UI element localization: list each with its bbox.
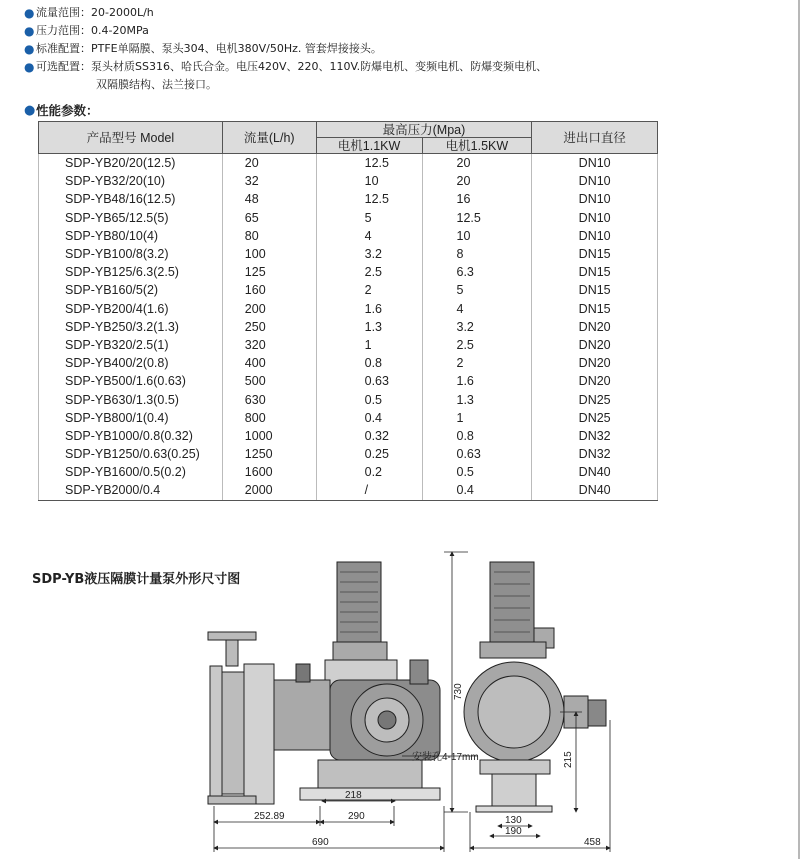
feature-bullet-list bbox=[24, 4, 547, 94]
cell-flow: 65 bbox=[222, 209, 316, 227]
cell-flow: 200 bbox=[222, 300, 316, 318]
cell-flow: 125 bbox=[222, 263, 316, 281]
bullet-dot-icon: ● bbox=[24, 102, 36, 118]
cell-port: DN32 bbox=[532, 427, 658, 445]
table-row bbox=[39, 190, 658, 208]
bullet-dot-icon: ● bbox=[24, 42, 35, 56]
cell-model: SDP-YB100/8(3.2) bbox=[39, 245, 223, 263]
cell-flow: 48 bbox=[222, 190, 316, 208]
cell-model: SDP-YB1600/0.5(0.2) bbox=[39, 463, 223, 481]
header-motor-1-5kw: 电机1.5KW bbox=[422, 138, 532, 154]
cell-pressure-1-5kw: 3.2 bbox=[422, 318, 532, 336]
cell-pressure-1-1kw: 3.2 bbox=[316, 245, 422, 263]
cell-flow: 100 bbox=[222, 245, 316, 263]
cell-pressure-1-5kw: 1 bbox=[422, 409, 532, 427]
dim-730: 730 bbox=[453, 683, 464, 700]
pump-front-view bbox=[208, 562, 440, 804]
performance-heading-text: 性能参数： bbox=[36, 103, 99, 118]
table-row bbox=[39, 300, 658, 318]
table-body bbox=[39, 154, 658, 501]
cell-port: DN15 bbox=[532, 300, 658, 318]
cell-pressure-1-5kw: 8 bbox=[422, 245, 532, 263]
cell-flow: 2000 bbox=[222, 481, 316, 500]
table-row bbox=[39, 263, 658, 281]
dim-215: 215 bbox=[563, 751, 574, 768]
cell-pressure-1-5kw: 10 bbox=[422, 227, 532, 245]
table-row bbox=[39, 209, 658, 227]
cell-pressure-1-1kw: 12.5 bbox=[316, 154, 422, 173]
cell-pressure-1-1kw: 0.2 bbox=[316, 463, 422, 481]
bullet-key: 流量范围： bbox=[36, 6, 91, 19]
cell-port: DN15 bbox=[532, 263, 658, 281]
cell-flow: 1000 bbox=[222, 427, 316, 445]
bullet-flow-range bbox=[24, 4, 547, 22]
cell-model: SDP-YB160/5(2) bbox=[39, 281, 223, 299]
bullet-value: 20-2000L/h bbox=[91, 6, 154, 19]
cell-pressure-1-1kw: 0.4 bbox=[316, 409, 422, 427]
header-flow: 流量(L/h) bbox=[222, 122, 316, 154]
table-row bbox=[39, 481, 658, 500]
cell-model: SDP-YB630/1.3(0.5) bbox=[39, 390, 223, 408]
table-row bbox=[39, 409, 658, 427]
cell-pressure-1-5kw: 2 bbox=[422, 354, 532, 372]
cell-model: SDP-YB65/12.5(5) bbox=[39, 209, 223, 227]
cell-pressure-1-1kw: 1.3 bbox=[316, 318, 422, 336]
cell-pressure-1-5kw: 4 bbox=[422, 300, 532, 318]
table-row bbox=[39, 227, 658, 245]
cell-pressure-1-1kw: 12.5 bbox=[316, 190, 422, 208]
cell-pressure-1-1kw: 4 bbox=[316, 227, 422, 245]
bullet-pressure-range bbox=[24, 22, 547, 40]
cell-flow: 20 bbox=[222, 154, 316, 173]
cell-pressure-1-5kw: 16 bbox=[422, 190, 532, 208]
cell-model: SDP-YB200/4(1.6) bbox=[39, 300, 223, 318]
cell-flow: 250 bbox=[222, 318, 316, 336]
cell-model: SDP-YB48/16(12.5) bbox=[39, 190, 223, 208]
cell-port: DN10 bbox=[532, 209, 658, 227]
table-row bbox=[39, 463, 658, 481]
table-row bbox=[39, 172, 658, 190]
dimension-drawing bbox=[0, 540, 800, 859]
cell-pressure-1-5kw: 1.6 bbox=[422, 372, 532, 390]
bullet-value: PTFE单隔膜、泵头304、电机380V/50Hz. 管套焊接接头。 bbox=[91, 42, 382, 55]
cell-port: DN20 bbox=[532, 372, 658, 390]
cell-pressure-1-1kw: 0.8 bbox=[316, 354, 422, 372]
dim-252-89: 252.89 bbox=[254, 811, 285, 822]
dim-690: 690 bbox=[312, 837, 329, 848]
performance-table bbox=[38, 121, 658, 501]
table-row bbox=[39, 245, 658, 263]
cell-flow: 32 bbox=[222, 172, 316, 190]
cell-port: DN15 bbox=[532, 245, 658, 263]
table-row bbox=[39, 427, 658, 445]
table-row bbox=[39, 336, 658, 354]
cell-flow: 500 bbox=[222, 372, 316, 390]
cell-flow: 1600 bbox=[222, 463, 316, 481]
cell-pressure-1-5kw: 20 bbox=[422, 172, 532, 190]
cell-pressure-1-1kw: 2 bbox=[316, 281, 422, 299]
pump-side-view bbox=[464, 562, 606, 812]
bullet-value: 泵头材质SS316、哈氏合金。电压420V、220、110V.防爆电机、变频电机、防爆变频电机、 bbox=[91, 60, 548, 73]
cell-model: SDP-YB80/10(4) bbox=[39, 227, 223, 245]
table-row bbox=[39, 445, 658, 463]
table-row bbox=[39, 354, 658, 372]
cell-pressure-1-5kw: 0.5 bbox=[422, 463, 532, 481]
cell-port: DN32 bbox=[532, 445, 658, 463]
table-header bbox=[39, 122, 658, 154]
cell-pressure-1-1kw: 2.5 bbox=[316, 263, 422, 281]
mounting-hole-label: 安装孔4-17mm bbox=[412, 752, 479, 763]
dim-290: 290 bbox=[348, 811, 365, 822]
cell-model: SDP-YB20/20(12.5) bbox=[39, 154, 223, 173]
cell-pressure-1-5kw: 0.4 bbox=[422, 481, 532, 500]
cell-pressure-1-5kw: 12.5 bbox=[422, 209, 532, 227]
cell-port: DN10 bbox=[532, 172, 658, 190]
bullet-key: 压力范围： bbox=[36, 24, 91, 37]
table-row bbox=[39, 318, 658, 336]
bullet-standard-config bbox=[24, 40, 547, 58]
cell-model: SDP-YB2000/0.4 bbox=[39, 481, 223, 500]
bullet-continuation: 双隔膜结构、法兰接口。 bbox=[96, 78, 217, 91]
bullet-dot-icon: ● bbox=[24, 24, 35, 38]
cell-flow: 1250 bbox=[222, 445, 316, 463]
cell-port: DN15 bbox=[532, 281, 658, 299]
cell-pressure-1-5kw: 0.63 bbox=[422, 445, 532, 463]
table-row bbox=[39, 281, 658, 299]
cell-pressure-1-1kw: 5 bbox=[316, 209, 422, 227]
cell-pressure-1-1kw: 0.63 bbox=[316, 372, 422, 390]
cell-pressure-1-1kw: 0.32 bbox=[316, 427, 422, 445]
cell-flow: 80 bbox=[222, 227, 316, 245]
bullet-key: 可选配置： bbox=[36, 60, 91, 73]
cell-pressure-1-5kw: 0.8 bbox=[422, 427, 532, 445]
header-port-diameter: 进出口直径 bbox=[532, 122, 658, 154]
cell-pressure-1-5kw: 20 bbox=[422, 154, 532, 173]
cell-flow: 320 bbox=[222, 336, 316, 354]
cell-pressure-1-1kw: 0.5 bbox=[316, 390, 422, 408]
header-model: 产品型号 Model bbox=[39, 122, 223, 154]
cell-flow: 630 bbox=[222, 390, 316, 408]
table-row bbox=[39, 390, 658, 408]
performance-heading bbox=[24, 101, 99, 119]
dim-218: 218 bbox=[345, 790, 362, 801]
bullet-optional-config bbox=[24, 58, 547, 76]
cell-pressure-1-5kw: 6.3 bbox=[422, 263, 532, 281]
cell-pressure-1-5kw: 5 bbox=[422, 281, 532, 299]
dim-458: 458 bbox=[584, 837, 601, 848]
cell-model: SDP-YB1250/0.63(0.25) bbox=[39, 445, 223, 463]
cell-model: SDP-YB320/2.5(1) bbox=[39, 336, 223, 354]
cell-model: SDP-YB250/3.2(1.3) bbox=[39, 318, 223, 336]
cell-pressure-1-1kw: 10 bbox=[316, 172, 422, 190]
cell-model: SDP-YB125/6.3(2.5) bbox=[39, 263, 223, 281]
cell-pressure-1-1kw: / bbox=[316, 481, 422, 500]
cell-model: SDP-YB32/20(10) bbox=[39, 172, 223, 190]
cell-port: DN25 bbox=[532, 409, 658, 427]
cell-flow: 160 bbox=[222, 281, 316, 299]
cell-port: DN10 bbox=[532, 190, 658, 208]
cell-port: DN10 bbox=[532, 227, 658, 245]
cell-port: DN25 bbox=[532, 390, 658, 408]
bullet-value: 0.4-20MPa bbox=[91, 24, 149, 37]
cell-model: SDP-YB800/1(0.4) bbox=[39, 409, 223, 427]
drawing-title: SDP-YB液压隔膜计量泵外形尺寸图 bbox=[32, 572, 241, 587]
cell-port: DN10 bbox=[532, 154, 658, 173]
bullet-key: 标准配置： bbox=[36, 42, 91, 55]
bullet-dot-icon: ● bbox=[24, 60, 35, 74]
cell-port: DN40 bbox=[532, 481, 658, 500]
bullet-dot-icon: ● bbox=[24, 6, 35, 20]
cell-flow: 800 bbox=[222, 409, 316, 427]
cell-model: SDP-YB500/1.6(0.63) bbox=[39, 372, 223, 390]
header-motor-1-1kw: 电机1.1KW bbox=[316, 138, 422, 154]
dim-190: 190 bbox=[505, 826, 522, 837]
cell-flow: 400 bbox=[222, 354, 316, 372]
cell-pressure-1-1kw: 1.6 bbox=[316, 300, 422, 318]
table-row bbox=[39, 154, 658, 173]
cell-model: SDP-YB400/2(0.8) bbox=[39, 354, 223, 372]
cell-pressure-1-5kw: 2.5 bbox=[422, 336, 532, 354]
dim-130: 130 bbox=[505, 815, 522, 826]
cell-port: DN20 bbox=[532, 336, 658, 354]
cell-pressure-1-5kw: 1.3 bbox=[422, 390, 532, 408]
cell-pressure-1-1kw: 0.25 bbox=[316, 445, 422, 463]
cell-port: DN40 bbox=[532, 463, 658, 481]
cell-model: SDP-YB1000/0.8(0.32) bbox=[39, 427, 223, 445]
cell-port: DN20 bbox=[532, 318, 658, 336]
cell-pressure-1-1kw: 1 bbox=[316, 336, 422, 354]
table-row bbox=[39, 372, 658, 390]
cell-port: DN20 bbox=[532, 354, 658, 372]
header-max-pressure: 最高压力(Mpa) bbox=[316, 122, 532, 138]
